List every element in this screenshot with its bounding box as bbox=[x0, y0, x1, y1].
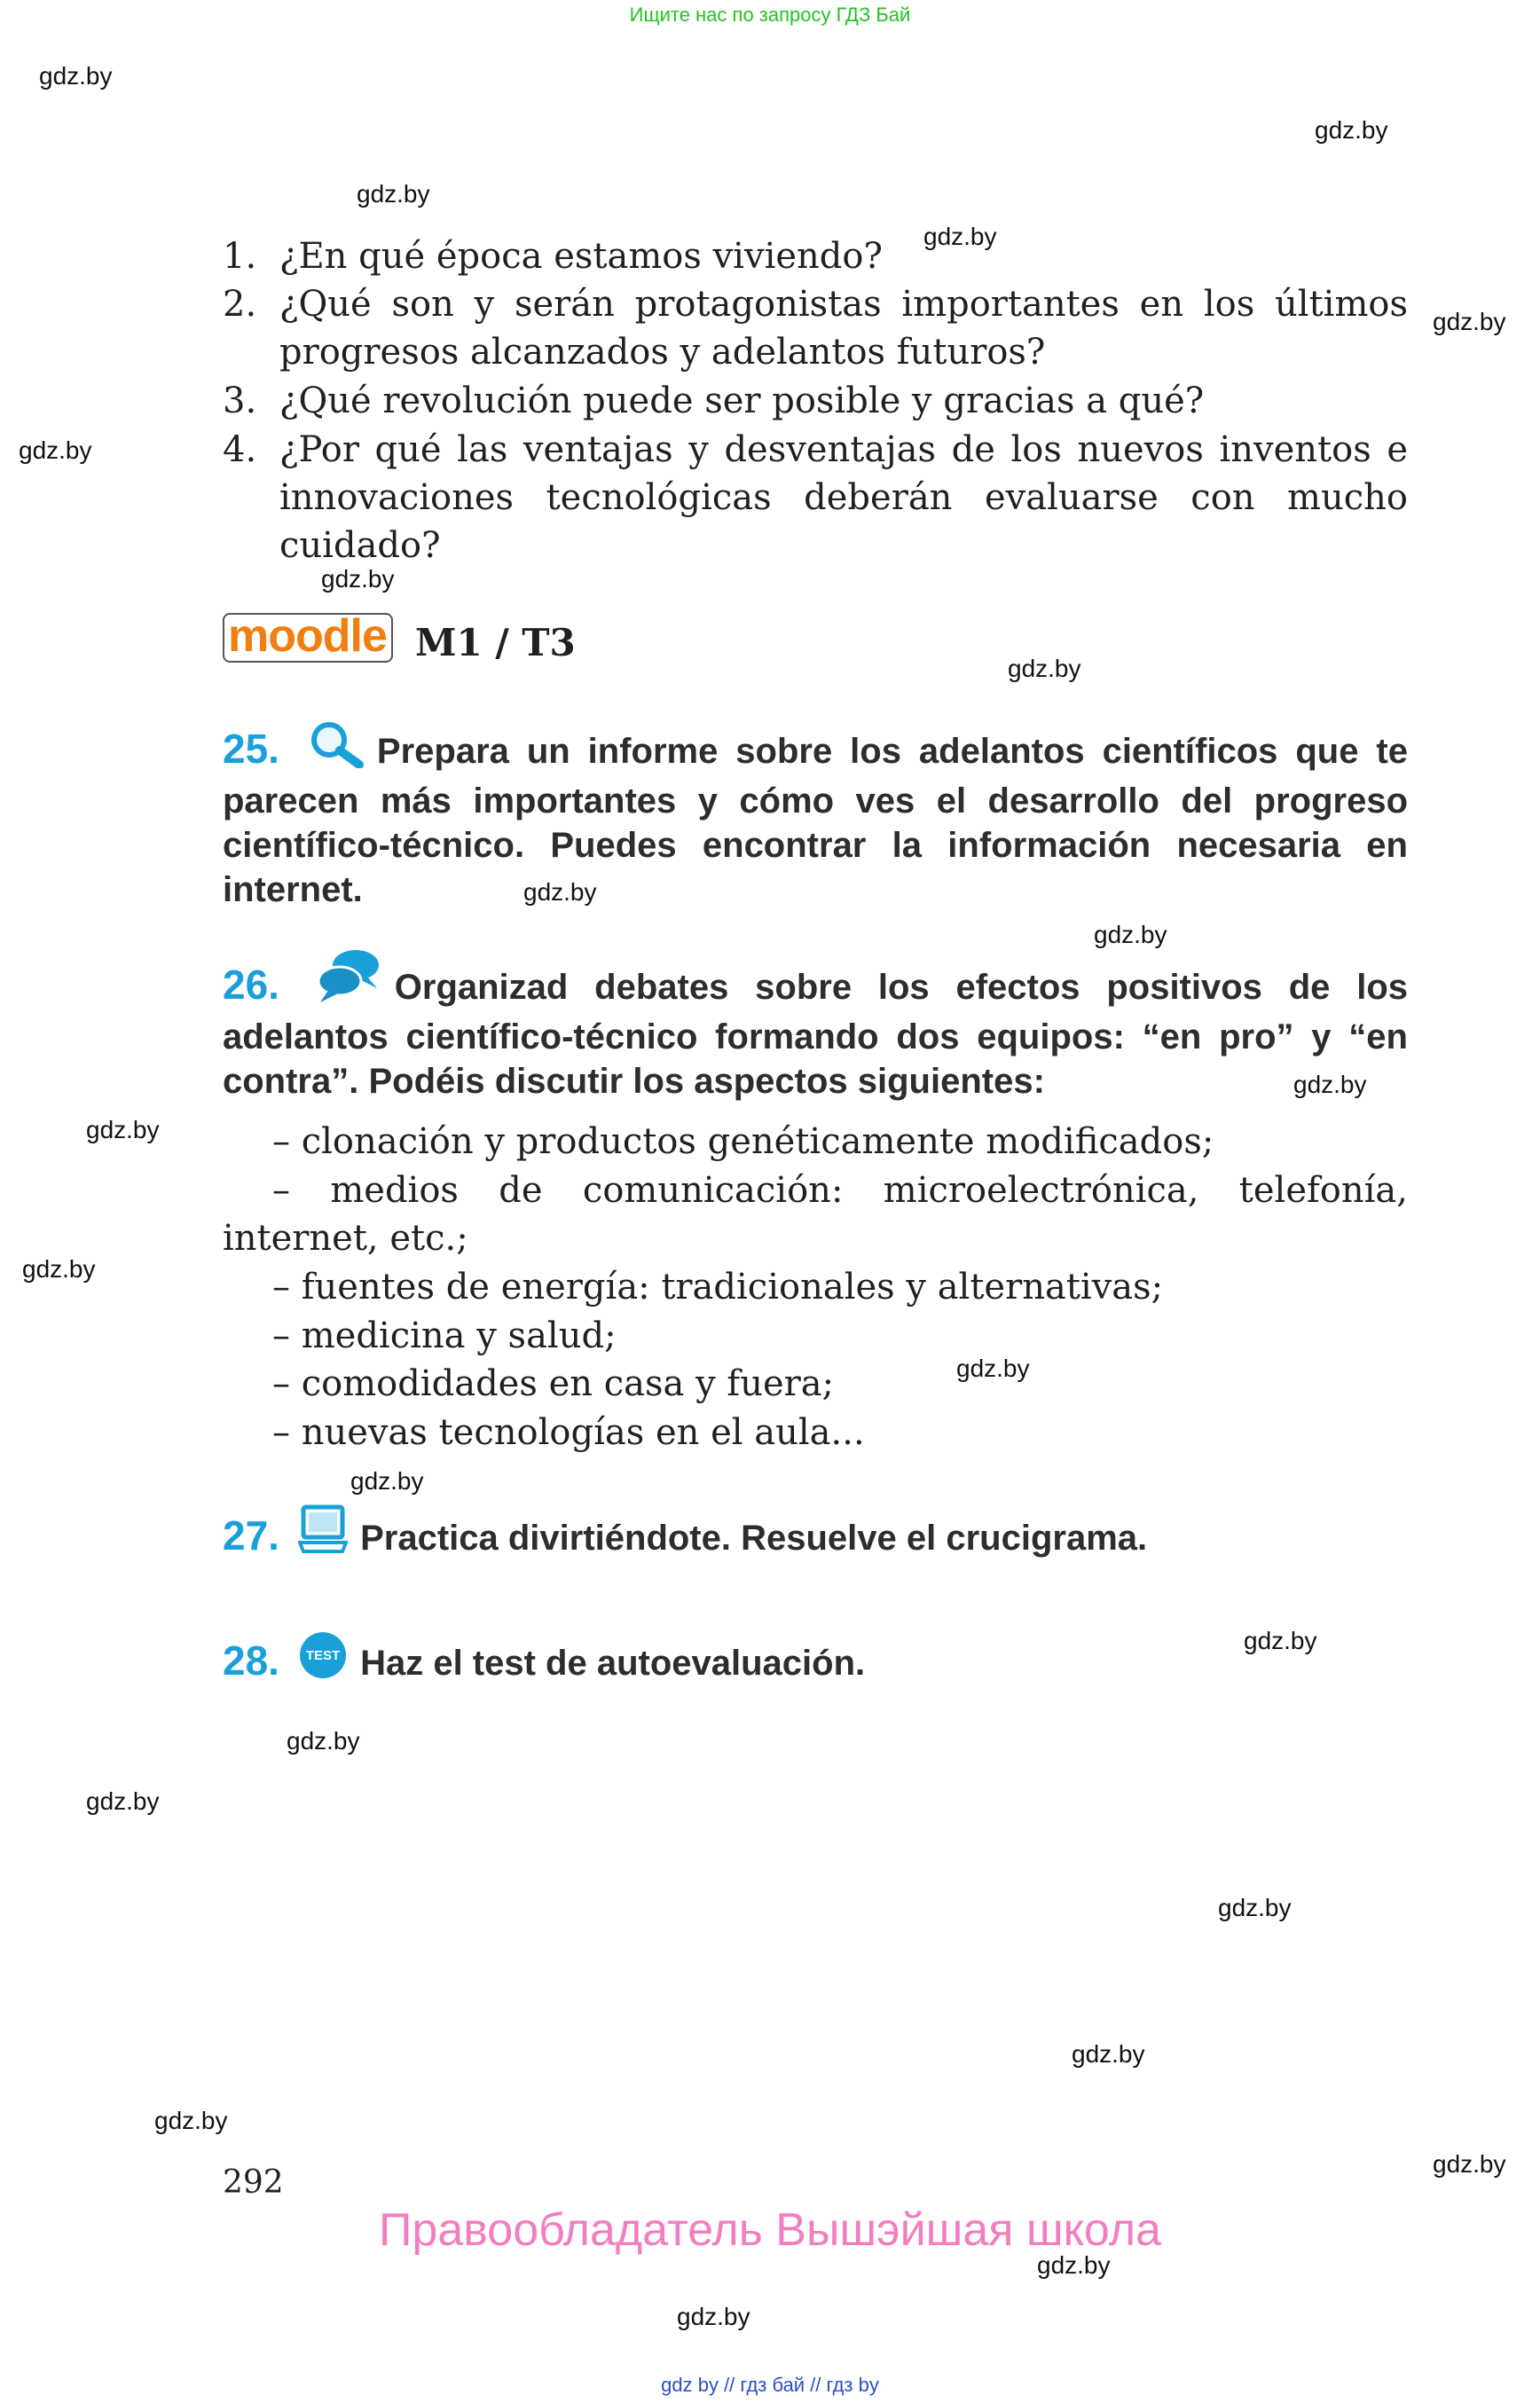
task-28 bbox=[223, 1630, 1408, 1691]
question-text: ¿Por qué las ventajas y desventajas de los nuevos inventos e innovaciones tecnológicas deberán evaluarse con mucho cuidado? bbox=[279, 429, 1408, 566]
watermark: gdz.by bbox=[22, 1255, 96, 1283]
task-26 bbox=[223, 947, 1408, 1103]
watermark: gdz.by bbox=[1433, 308, 1506, 335]
question-text: ¿Qué revolución puede ser posible y gracias a qué? bbox=[279, 381, 1205, 421]
computer-icon bbox=[298, 1504, 348, 1566]
module-reference: M1 / T3 bbox=[415, 621, 576, 664]
watermark: gdz.by bbox=[1293, 1071, 1367, 1098]
task-27 bbox=[223, 1504, 1408, 1566]
task-text: Haz el test de autoevaluación. bbox=[360, 1644, 866, 1683]
watermark: gdz.by bbox=[1433, 2150, 1506, 2178]
top-banner[interactable]: Ищите нас по запросу ГДЗ Бай bbox=[629, 4, 911, 26]
watermark: gdz.by bbox=[1244, 1627, 1317, 1654]
bottom-link-bar[interactable]: gdz by // гдз бай // гдз by bbox=[661, 2374, 879, 2396]
question-item bbox=[223, 232, 1408, 280]
watermark: gdz.by bbox=[1008, 655, 1081, 682]
watermark: gdz.by bbox=[287, 1727, 360, 1755]
watermark: gdz.by bbox=[523, 878, 597, 906]
magnifier-icon bbox=[306, 719, 365, 779]
watermark: gdz.by bbox=[86, 1116, 160, 1143]
watermark: gdz.by bbox=[1072, 2040, 1145, 2068]
page-number: 292 bbox=[223, 2164, 284, 2201]
aspect-item: – comodidades en casa y fuera; bbox=[272, 1363, 835, 1404]
moodle-logo[interactable] bbox=[223, 613, 393, 663]
watermark: gdz.by bbox=[677, 2303, 750, 2330]
task-text: Prepara un informe sobre los adelantos científicos que te parecen más importantes y cómo ves el desarrollo del progreso científico-técnico. Puedes encontrar la información necesaria en internet. bbox=[223, 732, 1408, 909]
question-text: ¿Qué son y serán protagonistas importantes en los últimos progresos alcanzados y adelantos futuros? bbox=[279, 284, 1408, 373]
aspect-item: – medicina y salud; bbox=[272, 1315, 617, 1356]
copyright-notice: Правообладатель Вышэйшая школа bbox=[379, 2204, 1161, 2256]
aspect-item: – clonación y productos genéticamente modificados; bbox=[272, 1121, 1214, 1162]
question-number: 2. bbox=[223, 284, 257, 325]
task-number: 25. bbox=[223, 726, 279, 772]
watermark: gdz.by bbox=[86, 1787, 160, 1815]
task-text: Practica divirtiéndote. Resuelve el crucigrama. bbox=[360, 1519, 1148, 1558]
task-25 bbox=[223, 719, 1408, 912]
watermark: gdz.by bbox=[19, 436, 92, 464]
task-number: 27. bbox=[223, 1512, 279, 1559]
watermark: gdz.by bbox=[923, 223, 997, 250]
question-item bbox=[223, 280, 1408, 376]
task-text: Organizad debates sobre los efectos positivos de los adelantos científico-técnico formando dos equipos: “en pro” y “en contra”. Podéis discutir los aspectos siguientes: bbox=[223, 968, 1408, 1101]
watermark: gdz.by bbox=[350, 1467, 424, 1495]
task-number: 28. bbox=[223, 1637, 279, 1684]
watermark: gdz.by bbox=[956, 1355, 1030, 1382]
watermark: gdz.by bbox=[1037, 2251, 1111, 2279]
test-badge-icon bbox=[298, 1630, 348, 1691]
aspect-item: – fuentes de energía: tradicionales y alternativas; bbox=[272, 1267, 1164, 1308]
test-badge-label: TEST bbox=[305, 1648, 341, 1663]
aspect-item: – nuevas tecnologías en el aula... bbox=[272, 1412, 865, 1453]
question-number: 3. bbox=[223, 381, 257, 421]
question-text: ¿En qué época estamos viviendo? bbox=[279, 236, 883, 277]
watermark: gdz.by bbox=[357, 180, 430, 208]
watermark: gdz.by bbox=[154, 2107, 228, 2134]
question-number: 4. bbox=[223, 429, 257, 470]
question-item bbox=[223, 426, 1408, 569]
question-number: 1. bbox=[223, 236, 257, 277]
watermark: gdz.by bbox=[1218, 1894, 1292, 1921]
watermark: gdz.by bbox=[39, 62, 113, 90]
watermark: gdz.by bbox=[321, 565, 395, 593]
chat-bubbles-icon bbox=[315, 947, 382, 1015]
aspect-item: – medios de comunicación: microelectrónica, telefonía, internet, etc.; bbox=[223, 1170, 1408, 1259]
moodle-logo-text: moodle bbox=[228, 613, 387, 662]
task-number: 26. bbox=[223, 962, 279, 1008]
watermark: gdz.by bbox=[1094, 921, 1167, 948]
question-item bbox=[223, 377, 1408, 425]
watermark: gdz.by bbox=[1315, 116, 1388, 144]
